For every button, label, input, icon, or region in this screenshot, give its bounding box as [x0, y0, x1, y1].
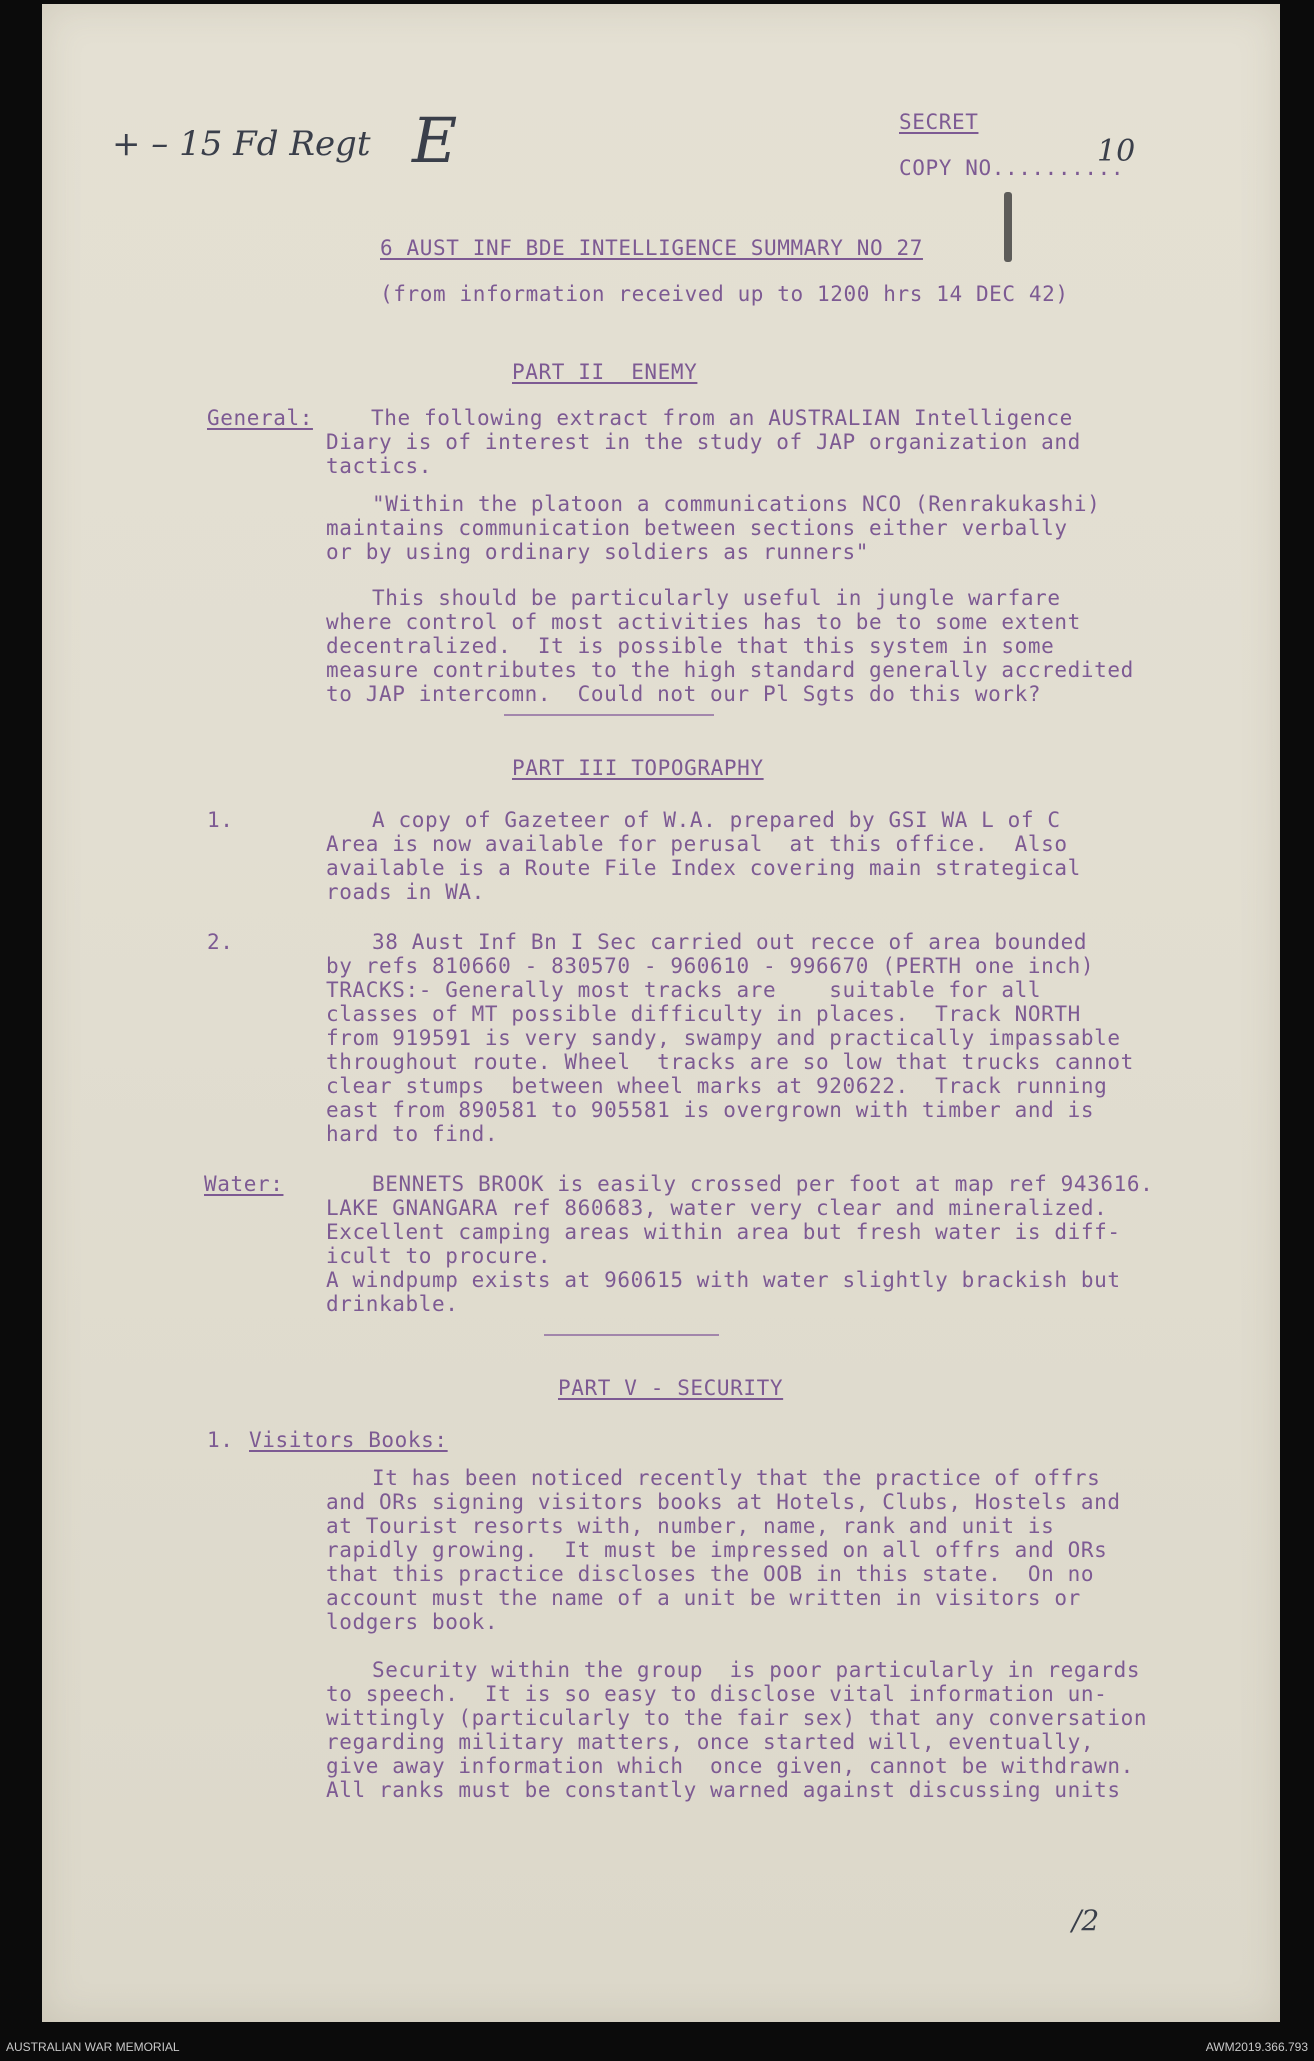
para-1-line-4: rapidly growing. It must be impressed on all offrs and ORs: [326, 1538, 1108, 1562]
general-line-3: tactics.: [326, 454, 432, 478]
para-2-line-1: Security within the group is poor particularly in regards: [372, 1658, 1141, 1682]
item-2-line-8: east from 890581 to 905581 is overgrown with timber and is: [326, 1098, 1095, 1122]
item-2-number: 2.: [207, 930, 234, 954]
comment-line-1: This should be particularly useful in jungle warfare: [372, 586, 1061, 610]
water-label: Water:: [204, 1172, 284, 1196]
item-2-line-1: 38 Aust Inf Bn I Sec carried out recce of area bounded: [372, 930, 1088, 954]
item-1-line-1: A copy of Gazeteer of W.A. prepared by GSI WA L of C: [372, 808, 1061, 832]
general-line-1: The following extract from an AUSTRALIAN Intelligence: [371, 406, 1073, 430]
para-2-line-5: give away information which once given, cannot be withdrawn.: [326, 1754, 1134, 1778]
part-3-heading: PART III TOPOGRAPHY: [512, 756, 764, 780]
para-1-line-3: at Tourist resorts with, number, name, rank and unit is: [326, 1514, 1055, 1538]
quote-line-2: maintains communication between sections either verbally: [326, 516, 1068, 540]
comment-line-4: measure contributes to the high standard generally accredited: [326, 658, 1134, 682]
water-line-2: LAKE GNANGARA ref 860683, water very clear and mineralized.: [326, 1196, 1108, 1220]
para-2-line-3: wittingly (particularly to the fair sex) that any conversation: [326, 1706, 1148, 1730]
security-item-1-number: 1.: [207, 1428, 234, 1452]
footer-accession-number: AWM2019.366.793: [1205, 2040, 1308, 2054]
copy-number-value: 10: [1097, 134, 1136, 169]
page-continuation-marker: /2: [1072, 1904, 1100, 1937]
item-2-line-7: clear stumps between wheel marks at 920622. Track running: [326, 1074, 1108, 1098]
handwritten-note: + – 15 Fd Regt: [112, 124, 371, 164]
document-subtitle: (from information received up to 1200 hrs 14 DEC 42): [380, 282, 1069, 306]
para-1-line-6: account must the name of a unit be written in visitors or: [326, 1586, 1081, 1610]
para-2-line-6: All ranks must be constantly warned against discussing units: [326, 1778, 1121, 1802]
part-2-heading: PART II ENEMY: [512, 360, 698, 384]
para-1-line-1: It has been noticed recently that the practice of offrs: [372, 1466, 1101, 1490]
quote-line-1: "Within the platoon a communications NCO (Renrakukashi): [372, 492, 1101, 516]
item-2-line-3: TRACKS:- Generally most tracks are suitable for all: [326, 978, 1042, 1002]
water-line-1: BENNETS BROOK is easily crossed per foot at map ref 943616.: [372, 1172, 1154, 1196]
section-divider: [504, 714, 714, 716]
item-2-line-6: throughout route. Wheel tracks are so low that trucks cannot: [326, 1050, 1134, 1074]
item-1-line-4: roads in WA.: [326, 880, 485, 904]
document-page: [42, 4, 1280, 2022]
water-line-3: Excellent camping areas within area but fresh water is diff-: [326, 1220, 1121, 1244]
copy-number-label: COPY NO..........: [899, 156, 1125, 180]
para-1-line-5: that this practice discloses the OOB in this state. On no: [326, 1562, 1095, 1586]
para-2-line-2: to speech. It is so easy to disclose vital information un-: [326, 1682, 1108, 1706]
comment-line-4b: to JAP intercomn. Could not our Pl Sgts do this work?: [326, 682, 1042, 706]
comment-line-2: where control of most activities has to be to some extent: [326, 610, 1081, 634]
section-divider-2: [544, 1334, 719, 1336]
item-2-line-2: by refs 810660 - 830570 - 960610 - 996670 (PERTH one inch): [326, 954, 1095, 978]
para-2-line-4: regarding military matters, once started will, eventually,: [326, 1730, 1095, 1754]
classification-label: SECRET: [899, 110, 979, 134]
handwritten-initial: E: [412, 104, 458, 177]
general-line-2: Diary is of interest in the study of JAP organization and: [326, 430, 1081, 454]
item-1-line-2: Area is now available for perusal at this office. Also: [326, 832, 1068, 856]
footer-institution: AUSTRALIAN WAR MEMORIAL: [6, 2040, 180, 2054]
item-2-line-9: hard to find.: [326, 1122, 499, 1146]
item-2-line-4: classes of MT possible difficulty in places. Track NORTH: [326, 1002, 1081, 1026]
comment-line-3: decentralized. It is possible that this system in some: [326, 634, 1055, 658]
quote-line-3: or by using ordinary soldiers as runners": [326, 540, 869, 564]
water-line-6: drinkable.: [326, 1292, 459, 1316]
item-1-number: 1.: [207, 808, 234, 832]
ink-mark: [1004, 192, 1012, 262]
para-1-line-7: lodgers book.: [326, 1610, 499, 1634]
water-line-4: icult to procure.: [326, 1244, 552, 1268]
water-line-5: A windpump exists at 960615 with water slightly brackish but: [326, 1268, 1121, 1292]
para-1-line-2: and ORs signing visitors books at Hotels, Clubs, Hostels and: [326, 1490, 1121, 1514]
document-title: 6 AUST INF BDE INTELLIGENCE SUMMARY NO 27: [380, 236, 923, 260]
part-5-heading: PART V - SECURITY: [558, 1376, 784, 1400]
visitors-books-label: Visitors Books:: [249, 1428, 448, 1452]
item-1-line-3: available is a Route File Index covering main strategical: [326, 856, 1081, 880]
item-2-line-5: from 919591 is very sandy, swampy and practically impassable: [326, 1026, 1121, 1050]
general-label: General:: [207, 406, 313, 430]
